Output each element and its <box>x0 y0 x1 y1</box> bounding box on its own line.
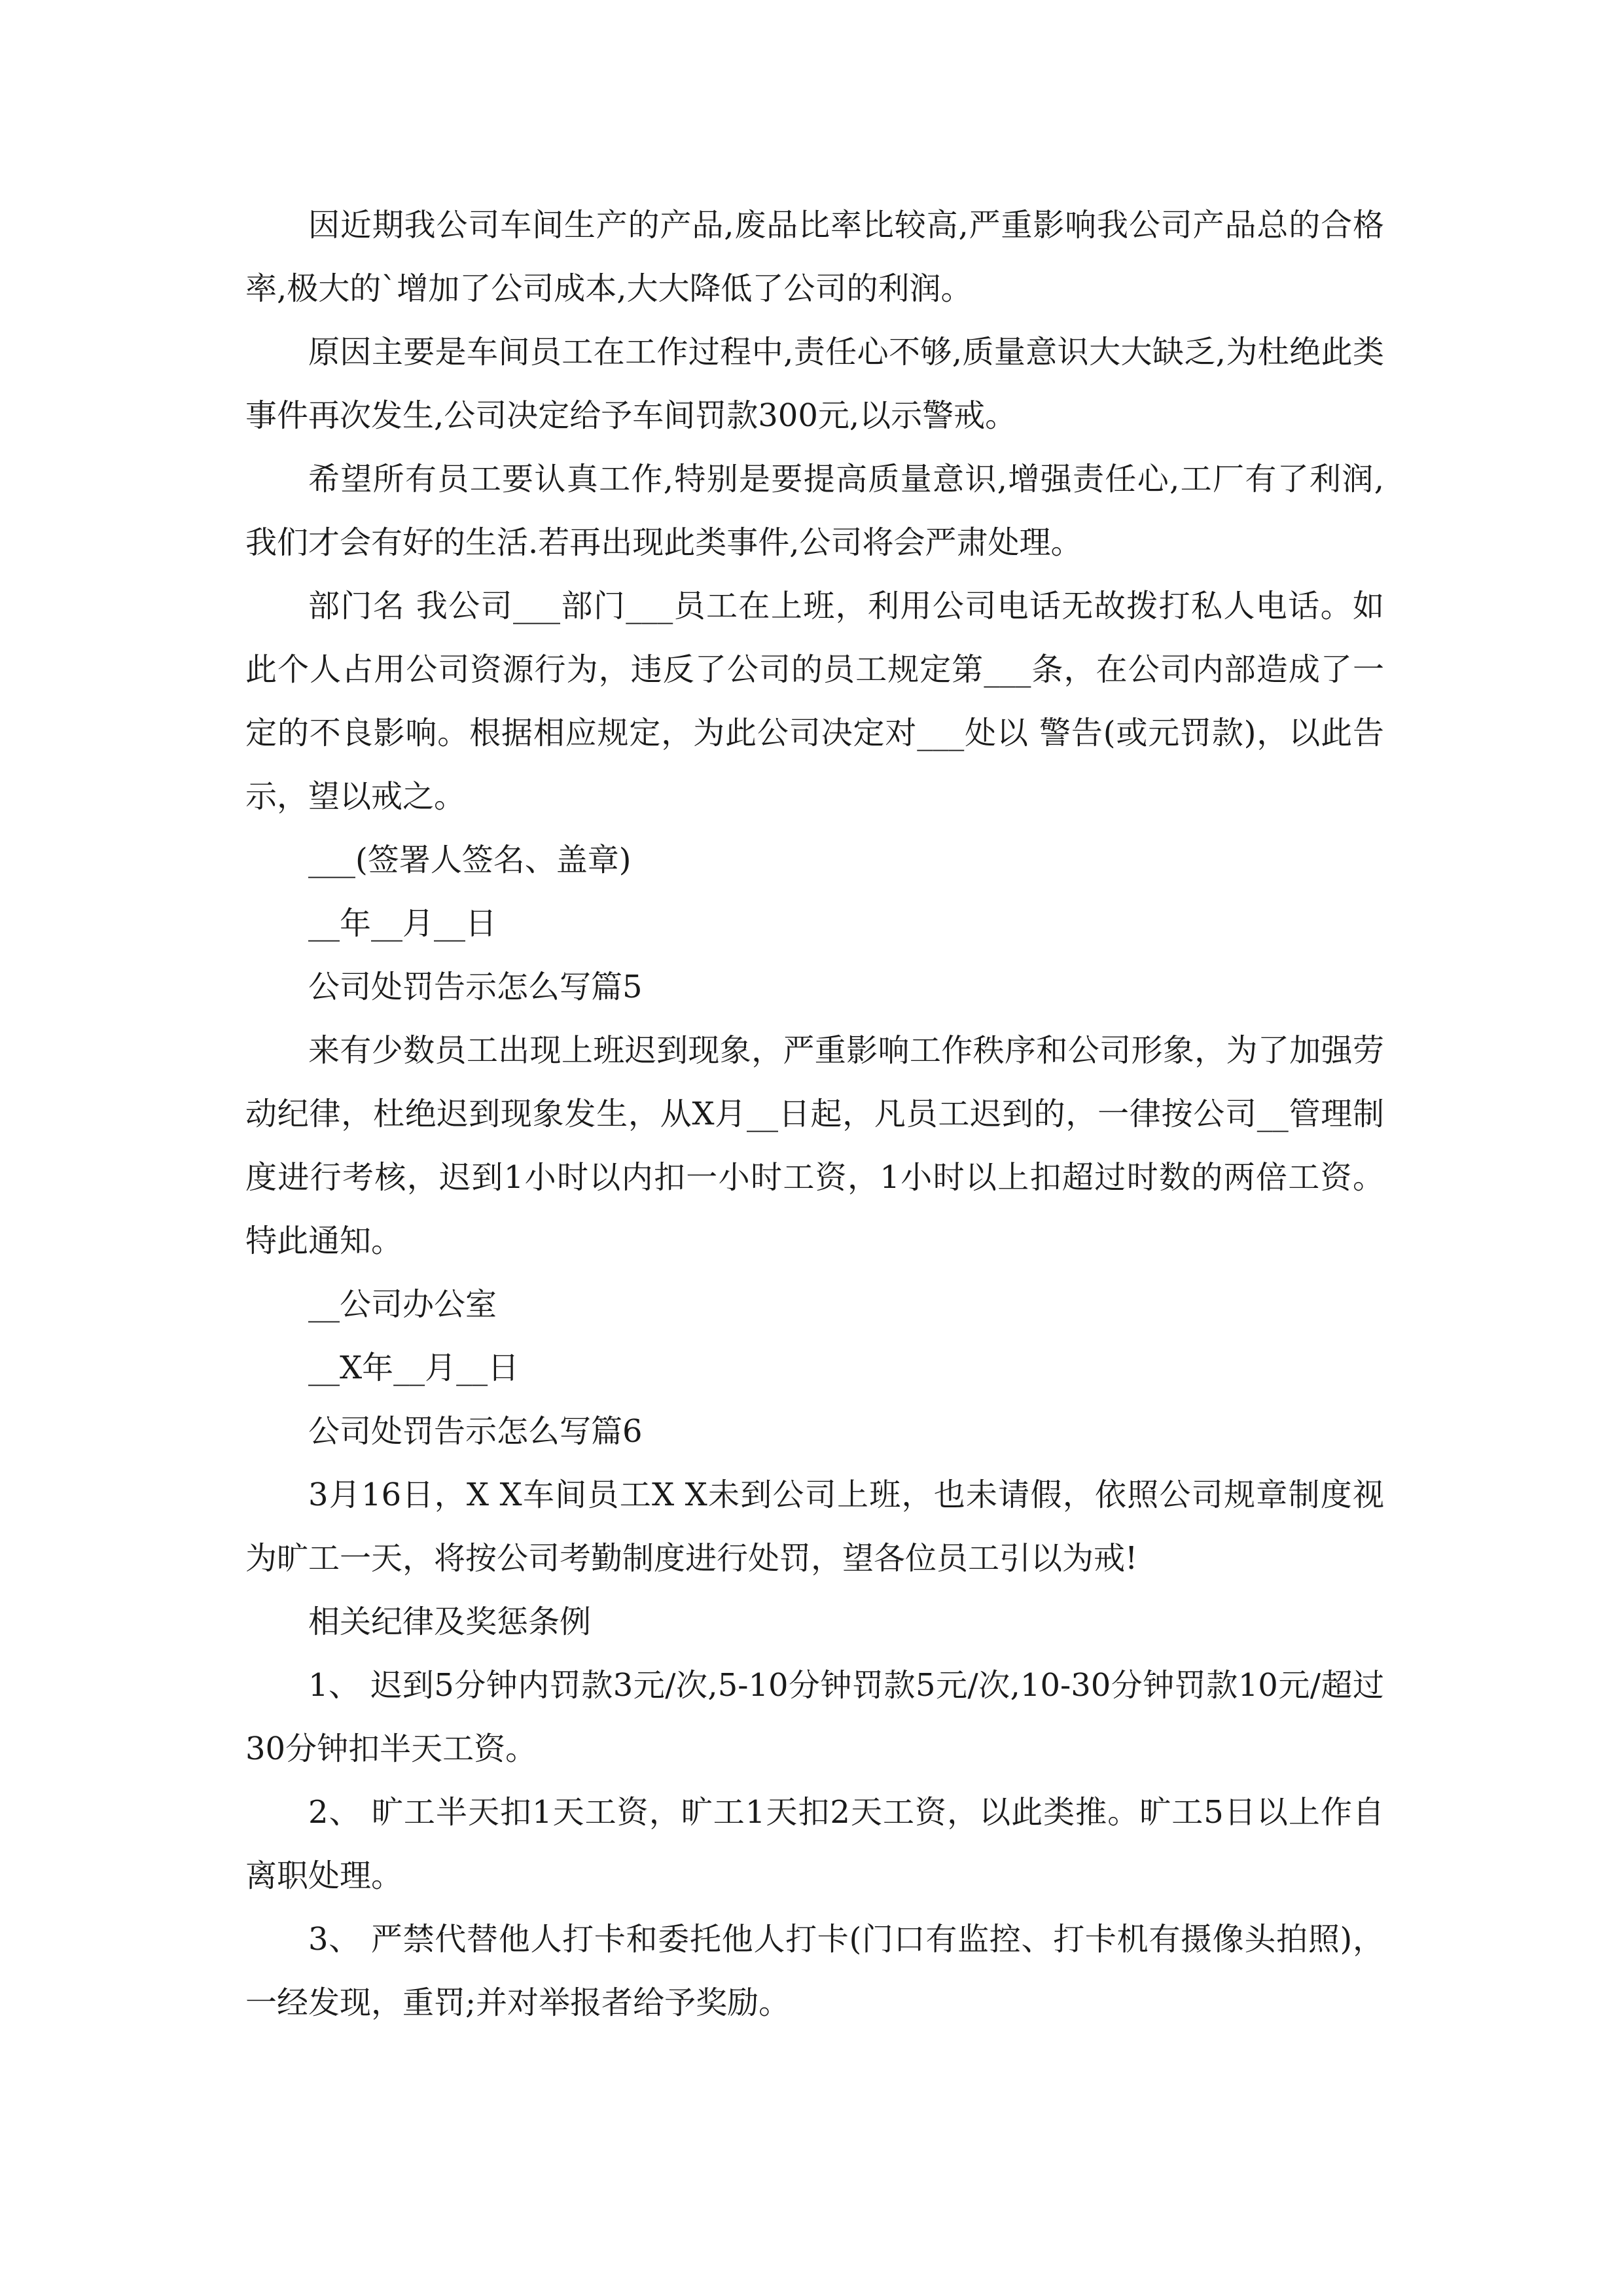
date-line-2: __X年__月__日 <box>308 1350 520 1386</box>
rule-item-1: 1、 迟到5分钟内罚款3元/次,5-10分钟罚款5元/次,10-30分钟罚款10元/超过30分钟扣半天工资。 <box>245 1667 1384 1767</box>
document-body <box>245 194 1384 2035</box>
paragraph-lateness-notice: 来有少数员工出现上班迟到现象，严重影响工作秩序和公司形象，为了加强劳动纪律，杜绝迟到现象发生，从X月__日起，凡员工迟到的，一律按公司__管理制度进行考核，迟到1小时以内扣一小时工资，1小时以上扣超过时数的两倍工资。特此通知。 <box>245 1032 1384 1259</box>
paragraph-phone-misuse: 部门名 我公司___部门___员工在上班，利用公司电话无故拨打私人电话。如此个人占用公司资源行为，违反了公司的员工规定第___条，在公司内部造成了一定的不良影响。根据相应规定，为此公司决定对___处以 警告(或元罚款)，以此告示，望以戒之。 <box>245 588 1384 815</box>
paragraph-defect-rate: 因近期我公司车间生产的产品,废品比率比较高,严重影响我公司产品总的合格率,极大的`增加了公司成本,大大降低了公司的利润。 <box>245 207 1384 307</box>
signature-line: ___(签署人签名、盖章) <box>308 842 632 878</box>
rules-heading: 相关纪律及奖惩条例 <box>308 1604 592 1640</box>
paragraph-cause-and-fine: 原因主要是车间员工在工作过程中,责任心不够,质量意识大大缺乏,为杜绝此类事件再次发生,公司决定给予车间罚款300元,以示警戒。 <box>245 334 1384 434</box>
paragraph-absence-notice: 3月16日，X X车间员工X X未到公司上班，也未请假，依照公司规章制度视为旷工一天，将按公司考勤制度进行处罚，望各位员工引以为戒! <box>245 1477 1384 1577</box>
section-heading-5: 公司处罚告示怎么写篇5 <box>308 969 643 1005</box>
section-heading-6: 公司处罚告示怎么写篇6 <box>308 1413 643 1450</box>
issuer-line: __公司办公室 <box>308 1286 497 1323</box>
paragraph-hope: 希望所有员工要认真工作,特别是要提高质量意识,增强责任心,工厂有了利润,我们才会有好的生活.若再出现此类事件,公司将会严肃处理。 <box>245 461 1384 561</box>
date-line: __年__月__日 <box>308 905 497 942</box>
rule-item-3: 3、 严禁代替他人打卡和委托他人打卡(门口有监控、打卡机有摄像头拍照)，一经发现，重罚;并对举报者给予奖励。 <box>245 1921 1384 2021</box>
rule-item-2: 2、 旷工半天扣1天工资，旷工1天扣2天工资，以此类推。旷工5日以上作自离职处理。 <box>245 1794 1384 1894</box>
